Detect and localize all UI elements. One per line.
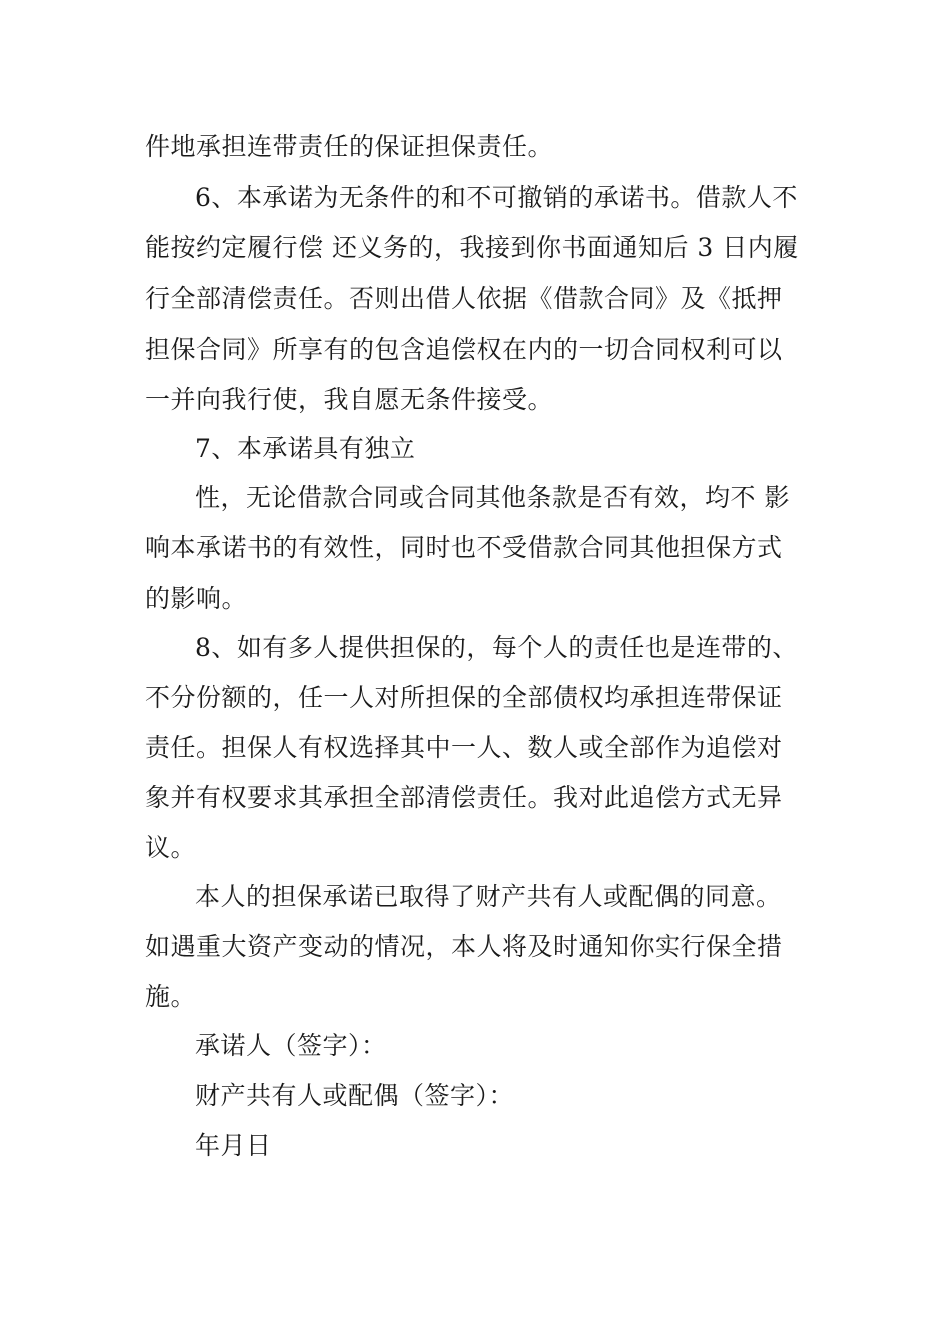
text-line: 的影响。 xyxy=(145,584,248,613)
text-line: 响本承诺书的有效性，同时也不受借款合同其他担保方式 xyxy=(145,533,783,562)
text-line: 6、本承诺为无条件的和不可撤销的承诺书。借款人不 xyxy=(195,183,798,212)
text-line: 件地承担连带责任的保证担保责任。 xyxy=(145,132,554,161)
text-line: 能按约定履行偿 还义务的，我接到你书面通知后 3 日内履 xyxy=(145,233,799,262)
text-line: 担保合同》所享有的包含追偿权在内的一切合同权利可以 xyxy=(145,335,783,364)
text-line: 性，无论借款合同或合同其他条款是否有效，均不 影 xyxy=(195,483,790,512)
text-line: 议。 xyxy=(145,833,197,862)
text-line: 一并向我行使，我自愿无条件接受。 xyxy=(145,385,554,414)
text-line: 行全部清偿责任。否则出借人依据《借款合同》及《抵押 xyxy=(145,284,783,313)
text-line: 8、如有多人提供担保的，每个人的责任也是连带的、 xyxy=(195,633,798,662)
text-line: 如遇重大资产变动的情况，本人将及时通知你实行保全措 xyxy=(145,932,783,961)
text-line: 施。 xyxy=(145,982,197,1011)
text-line: 本人的担保承诺已取得了财产共有人或配偶的同意。 xyxy=(195,882,782,911)
text-line: 责任。担保人有权选择其中一人、数人或全部作为追偿对 xyxy=(145,733,783,762)
text-line: 不分份额的，任一人对所担保的全部债权均承担连带保证 xyxy=(145,683,783,712)
date-label: 年月日 xyxy=(195,1131,272,1160)
text-line: 象并有权要求其承担全部清偿责任。我对此追偿方式无异 xyxy=(145,783,783,812)
text-line: 7、本承诺具有独立 xyxy=(195,434,416,463)
signature-label-promisor: 承诺人（签字）： xyxy=(195,1031,387,1060)
signature-label-spouse: 财产共有人或配偶（签字）： xyxy=(195,1081,515,1110)
